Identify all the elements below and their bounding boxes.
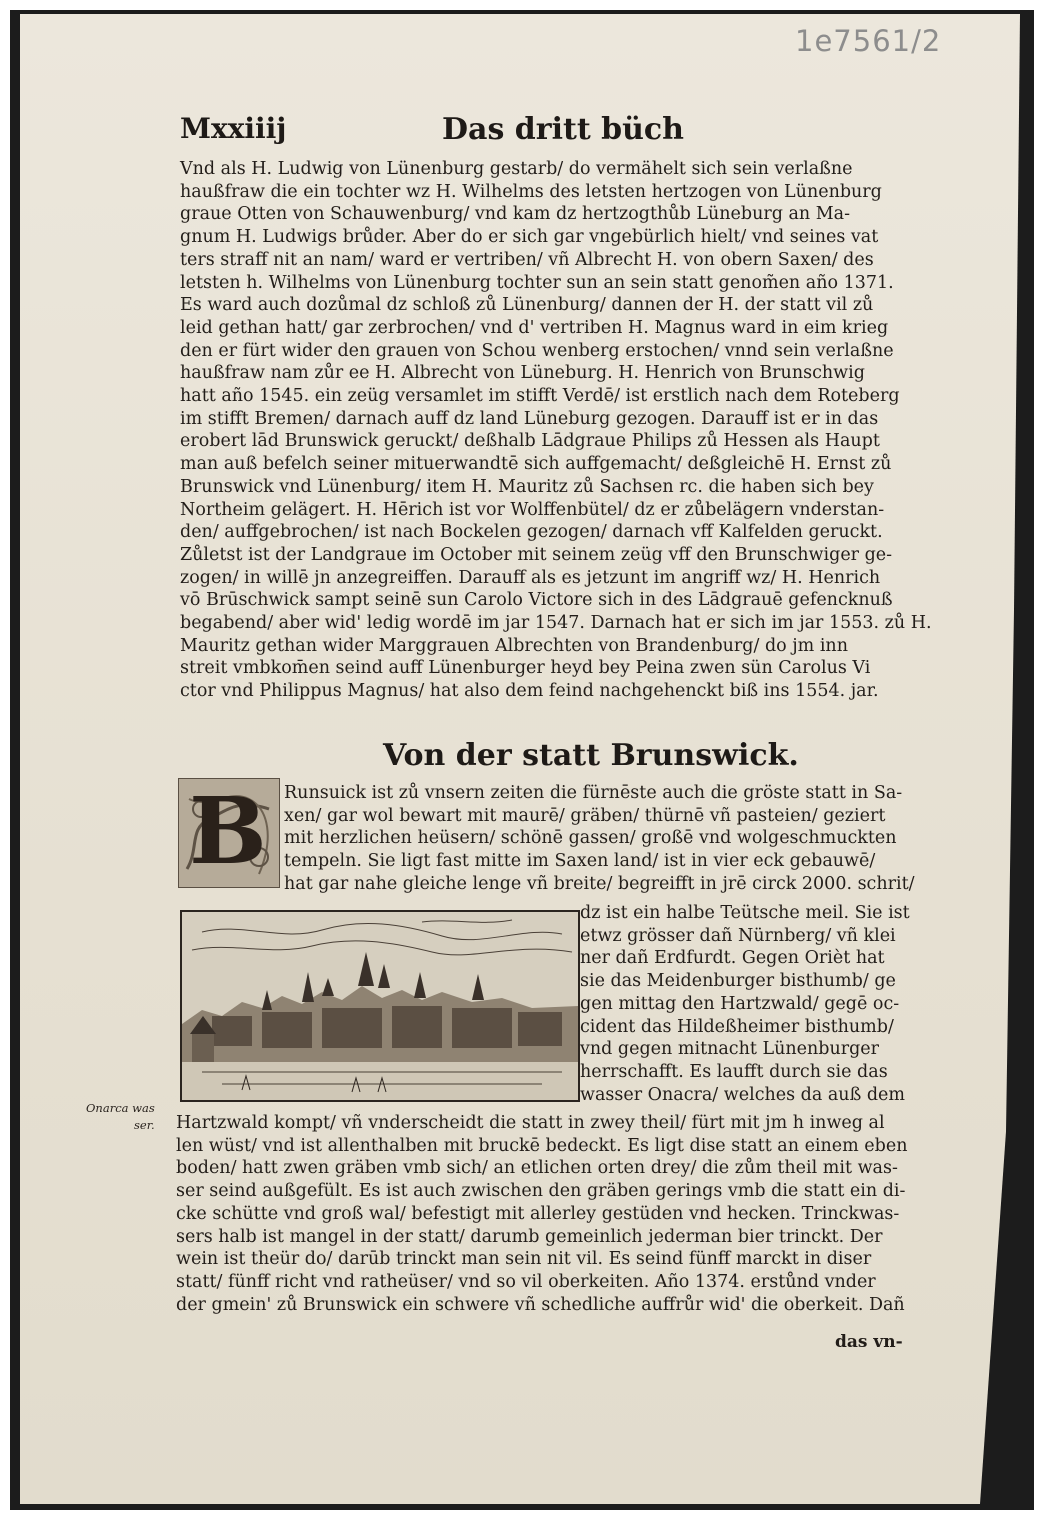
text-line: Runsuick ist zů vnsern zeiten die fürnēste auch die gröste statt in Sa- <box>284 783 903 803</box>
woodcut-illustration-icon <box>182 912 578 1100</box>
text-line: dz ist ein halbe Teütsche meil. Sie ist <box>580 903 910 923</box>
text-line: hat gar nahe gleiche lenge vñ breite/ begreifft in jrē circk 2000. schrit/ <box>284 873 915 894</box>
text-line: Northeim gelägert. H. Hērich ist vor Wolffenbütel/ dz er zůbelägern vnderstan- <box>180 499 885 520</box>
text-line: wein ist theür do/ darūb trinckt man sein nit vil. Es seind fünff marckt in diser <box>176 1249 872 1270</box>
text-line: ctor vnd Philippus Magnus/ hat also dem feind nachgehenckt biß ins 1554. jar. <box>180 681 879 702</box>
text-line: begabend/ aber wid' ledig wordē im jar 1547. Darnach hat er sich im jar 1553. zů H. <box>180 613 932 634</box>
text-line: vnd gegen mitnacht Lünenburger <box>580 1039 880 1060</box>
text-line: der gmein' zů Brunswick ein schwere vñ schedliche auffrůr wid' die oberkeit. Dañ <box>176 1294 905 1315</box>
text-line: len wüst/ vnd ist allenthalben mit bruckē bedeckt. Es ligt dise statt an einem eben <box>176 1135 908 1156</box>
text-line: Mauritz gethan wider Marggrauen Albrechten von Brandenburg/ do jm inn <box>180 635 848 656</box>
decorated-initial <box>178 778 280 888</box>
catchword: das vn- <box>835 1332 903 1352</box>
margin-note-line: Onarca was <box>86 1101 155 1115</box>
marginal-note <box>86 1100 155 1134</box>
text-block-beside-image <box>580 902 910 1106</box>
text-line: boden/ hatt zwen gräben vmb sich/ an etlichen orten drey/ die zům theil mit was- <box>176 1158 898 1179</box>
text-line: xen/ gar wol bewart mit maurē/ gräben/ thürnē vñ pasteien/ geziert <box>284 805 886 826</box>
text-line: ser seind außgefült. Es ist auch zwischen den gräben gerings vmb die statt ein di- <box>176 1181 906 1202</box>
text-line: den/ auffgebrochen/ ist nach Bockelen gezogen/ darnach vff Kalfelden geruckt. <box>180 522 883 543</box>
text-line: ters straff nit an nam/ ward er vertriben/ vñ Albrecht H. von obern Saxen/ des <box>180 249 874 270</box>
text-line: haußfraw nam zůr ee H. Albrecht von Lüneburg. H. Henrich von Brunschwig <box>180 363 865 384</box>
text-line: den er fürt wider den grauen von Schou wenberg erstochen/ vnnd sein verlaßne <box>180 340 894 361</box>
text-line: vō Brūschwick sampt seinē sun Carolo Victore sich in des Lādgrauē gefencknuß <box>180 590 893 611</box>
text-line: letsten h. Wilhelms von Lünenburg tochter sun an sein statt genom̃en año 1371. <box>180 272 894 293</box>
text-line: im stifft Bremen/ darnach auff dz land Lüneburg gezogen. Darauff ist er in das <box>180 408 879 429</box>
text-line: erobert lād Brunswick geruckt/ deßhalb Lādgraue Philips zů Hessen als Haupt <box>180 431 880 452</box>
text-line: etwz grösser dañ Nürnberg/ vñ klei <box>580 925 896 946</box>
running-title: Das dritt büch <box>442 112 684 147</box>
folio-number: Mxxiiij <box>180 112 287 145</box>
text-line: hatt año 1545. ein zeüg versamlet im stifft Verdē/ ist erstlich nach dem Roteberg <box>180 386 900 407</box>
text-line: gnum H. Ludwigs brůder. Aber do er sich gar vngebürlich hielt/ vnd seines vat <box>180 227 879 248</box>
text-line: gen mittag den Hartzwald/ gegē oc- <box>580 993 900 1014</box>
text-line: mit herzlichen heüsern/ schönē gassen/ großē vnd wolgeschmuckten <box>284 828 897 849</box>
text-line: sers halb ist mangel in der statt/ darumb gemeinlich jederman bier trinckt. Der <box>176 1226 883 1247</box>
text-line: cke schütte vnd groß wal/ befestigt mit allerley gestüden vnd hecken. Trinckwas- <box>176 1203 900 1224</box>
text-line: herrschafft. Es laufft durch sie das <box>580 1061 888 1082</box>
text-line: cident das Hildeßheimer bisthumb/ <box>580 1016 894 1037</box>
text-line: Zůletst ist der Landgraue im October mit seinem zeüg vff den Brunschwiger ge- <box>180 544 893 565</box>
text-line: sie das Meidenburger bisthumb/ ge <box>580 971 896 992</box>
text-block-main <box>180 158 932 703</box>
text-line: tempeln. Sie ligt fast mitte im Saxen land/ ist in vier eck gebauwē/ <box>284 851 876 872</box>
text-line: wasser Onacra/ welches da auß dem <box>580 1084 905 1105</box>
section-heading: Von der statt Brunswick. <box>383 738 799 773</box>
text-line: Hartzwald kompt/ vñ vnderscheidt die statt in zwey theil/ fürt mit jm h inweg al <box>176 1113 885 1133</box>
text-line: leid gethan hatt/ gar zerbrochen/ vnd d' vertriben H. Magnus ward in eim krieg <box>180 317 889 338</box>
text-line: Es ward auch dozůmal dz schloß zů Lünenburg/ dannen der H. der statt vil zů <box>180 295 874 316</box>
text-block-intro <box>284 782 915 896</box>
initial-letter: B <box>189 778 267 885</box>
text-line: graue Otten von Schauwenburg/ vnd kam dz hertzogthůb Lüneburg an Ma- <box>180 204 850 225</box>
pencil-inventory-note: 1e7561/2 <box>795 24 942 58</box>
text-line: streit vmbkom̄en seind auff Lünenburger heyd bey Peina zwen sün Carolus Vi <box>180 658 871 679</box>
text-line: Vnd als H. Ludwig von Lünenburg gestarb/ do vermähelt sich sein verlaßne <box>180 159 853 179</box>
city-view-woodcut <box>180 910 580 1102</box>
text-line: statt/ fünff richt vnd ratheüser/ vnd so vil oberkeiten. Año 1374. erstůnd vnder <box>176 1271 876 1292</box>
text-block-closing <box>176 1112 908 1316</box>
margin-note-line: ser. <box>134 1118 155 1132</box>
text-line: man auß befelch seiner mituerwandtē sich auffgemacht/ deßgleichē H. Ernst zů <box>180 454 892 475</box>
text-line: haußfraw die ein tochter wz H. Wilhelms des letsten hertzogen von Lünenburg <box>180 181 882 202</box>
text-line: ner dañ Erdfurdt. Gegen Orièt hat <box>580 948 885 969</box>
page-header <box>180 112 940 156</box>
text-line: zogen/ in willē jn anzegreiffen. Darauff als es jetzunt im angriff wz/ H. Henrich <box>180 567 881 588</box>
text-line: Brunswick vnd Lünenburg/ item H. Mauritz zů Sachsen rc. die haben sich bey <box>180 476 874 497</box>
